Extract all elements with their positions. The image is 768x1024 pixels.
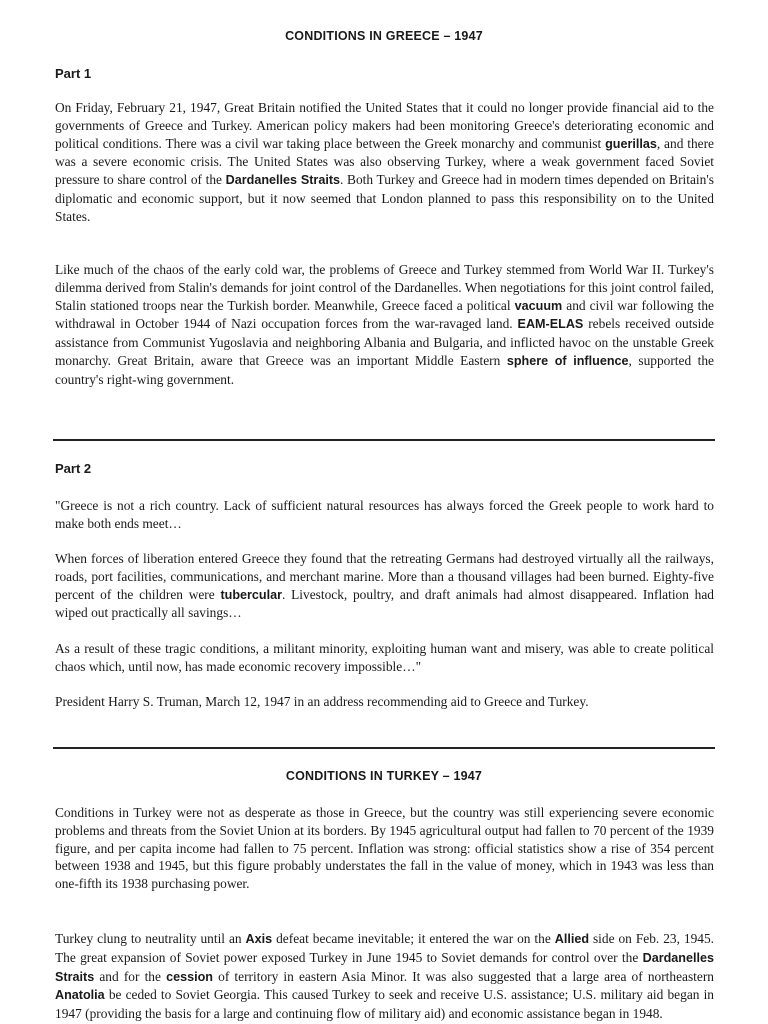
truman-quote-paragraph-3: As a result of these tragic conditions, a militant minority, exploiting human want and misery, was able to create political chaos which, until now, has made economic recovery impossible…" — [55, 641, 714, 674]
quote-attribution: President Harry S. Truman, March 12, 1947 in an address recommending aid to Greece and Turkey. — [55, 694, 589, 709]
part2-heading: Part 2 — [55, 461, 92, 476]
part1-heading: Part 1 — [55, 66, 92, 81]
truman-quote-paragraph-1: "Greece is not a rich country. Lack of sufficient natural resources has always forced the Greek people to work hard to make both ends meet… — [55, 498, 714, 531]
term-dardanelles-straits: Dardanelles Straits — [55, 950, 714, 984]
greece-paragraph-2: Like much of the chaos of the early cold war, the problems of Greece and Turkey stemmed from World War II. Turkey's dilemma derived from Stalin's demands for joint control of the Dardanelles. When negotiations for this joint control failed, Stalin stationed troops near the Turkish border. Meanwhile, Greece faced a political vacuum and civil war following the withdrawal in October 1944 of Nazi occupation forces from the war-ravaged land. EAM-ELAS rebels received outside assistance from Communist Yugoslavia and neighboring Albania and Bulgaria, and inflicted havoc on the unstable Greek monarchy. Great Britain, aware that Greece was an important Middle Eastern sphere of influence, supported the country's right-wing government. — [55, 262, 714, 387]
term-allied: Allied — [554, 932, 590, 946]
turkey-paragraph-2: Turkey clung to neutrality until an Axis defeat became inevitable; it entered the war on the Allied side on Feb. 23, 1945. The great expansion of Soviet power exposed Turkey in June 1945 to Soviet demands for control over the Dardanelles Straits and for the cession of territory in eastern Asia Minor. It was also suggested that a large area of northeastern Anatolia be ceded to Soviet Georgia. This caused Turkey to seek and receive U.S. assistance; U.S. military aid began in 1947 (providing the basis for a large and continuing flow of military aid) and economic assistance began in 1948. — [55, 931, 715, 1022]
term-tubercular: tubercular — [220, 587, 283, 602]
term-dardanelles-straits: Dardanelles Straits — [225, 173, 341, 188]
term-sphere-of-influence: sphere of influence — [506, 353, 629, 368]
turkey-title: CONDITIONS IN TURKEY – 1947 — [285, 769, 483, 783]
term-axis: Axis — [245, 932, 273, 946]
truman-quote-paragraph-2: When forces of liberation entered Greece they found that the retreating Germans had destroyed virtually all the railways, roads, port facilities, communications, and merchant marine. More than a thousand villages had been burned. Eighty-five percent of the children were tubercular. Livestock, poultry, and draft animals had almost disappeared. Inflation had wiped out practically all savings… — [55, 551, 714, 621]
term-vacuum: vacuum — [514, 298, 563, 313]
term-guerillas: guerillas — [605, 136, 657, 151]
term-anatolia: Anatolia — [55, 988, 105, 1003]
section-divider — [53, 747, 715, 749]
greece-paragraph-1: On Friday, February 21, 1947, Great Britain notified the United States that it could no longer provide financial aid to the governments of Greece and Turkey. American policy makers had been monitoring Greece's deteriorating economic and political conditions. There was a civil war taking place between the Greek monarchy and communist guerillas, and there was a severe economic crisis. The United States was also observing Turkey, where a weak government faced Soviet pressure to share control of the Dardanelles Straits. Both Turkey and Greece had in modern times depended on Britain's diplomatic and economic support, but it now seemed that London planned to pass this responsibility on to the United States. — [55, 100, 714, 224]
section-divider — [53, 439, 715, 441]
turkey-paragraph-1: Conditions in Turkey were not as desperate as those in Greece, but the country was still experiencing severe economic problems and threats from the Soviet Union at its borders. By 1945 agricultural output had fallen to 70 percent of the 1939 figure, and per capita income had fallen to 75 percent. Inflation was strong: official statistics show a rise of 354 percent between 1938 and 1945, but this figure probably understates the fall in the value of money, which in 1943 was less than one-fifth its 1938 purchasing power. — [55, 805, 714, 892]
term-eam-elas: EAM-ELAS — [517, 317, 584, 332]
greece-title: CONDITIONS IN GREECE – 1947 — [285, 29, 483, 43]
term-cession: cession — [166, 969, 213, 984]
